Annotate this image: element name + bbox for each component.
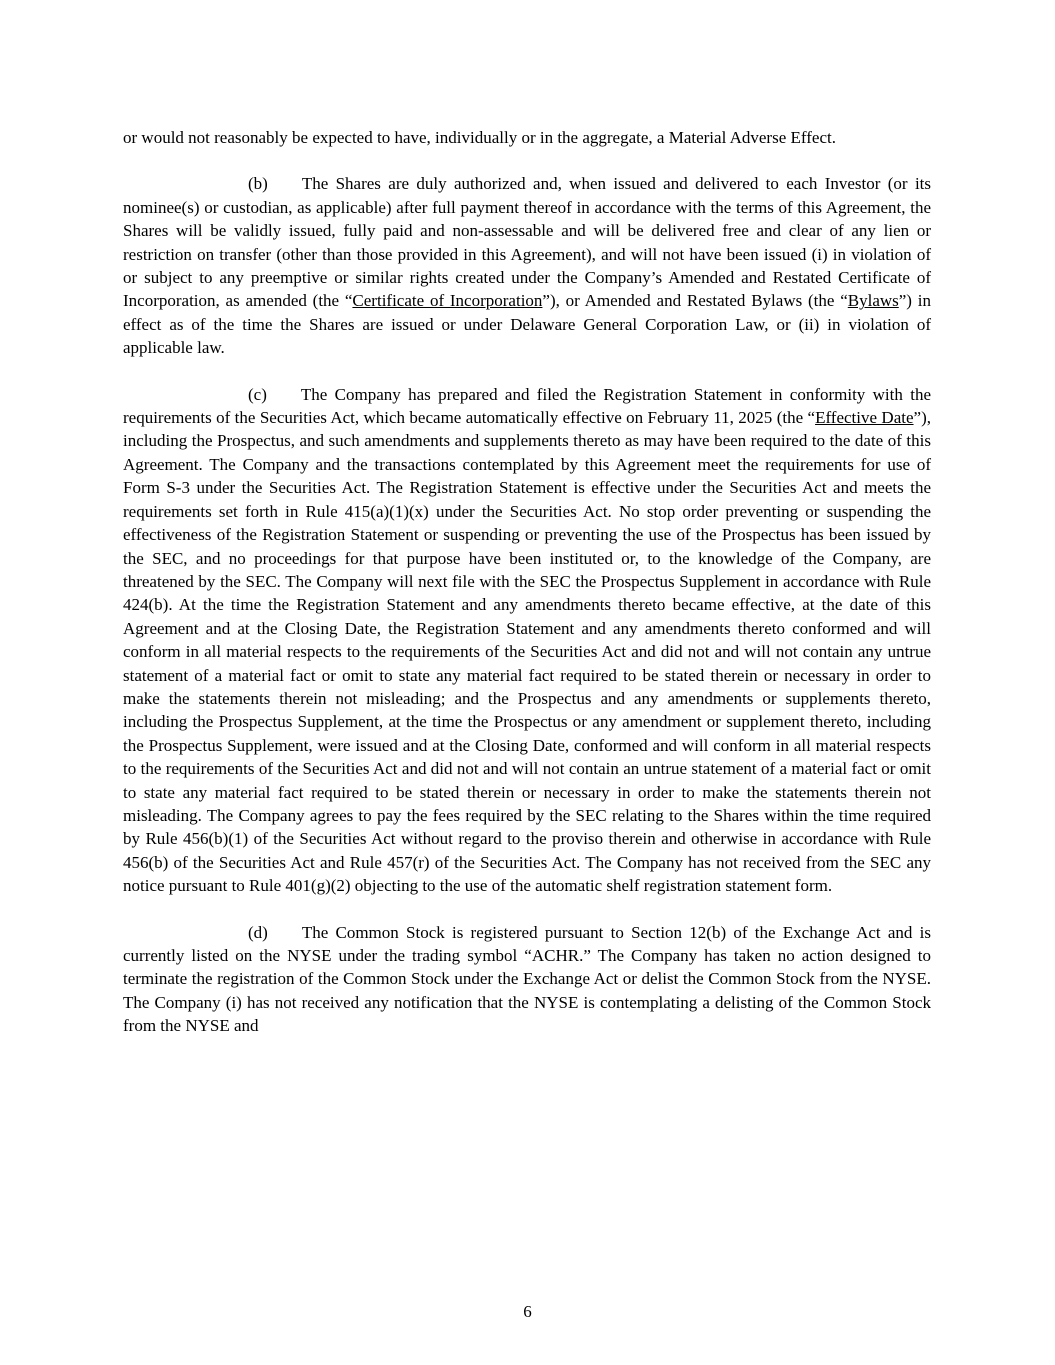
defined-term-bylaws: Bylaws (847, 291, 899, 311)
paragraph-c-label: (c) (248, 384, 267, 404)
paragraph-b-label: (b) (248, 174, 268, 194)
paragraph-b-text-2: ”), or Amended and Restated Bylaws (the “ (542, 291, 848, 311)
paragraph-intro (123, 126, 931, 149)
defined-term-effective-date: Effective Date (815, 408, 914, 428)
paragraph-c-text-1: The Company has prepared and filed the Registration Statement in conformity with the requirements of the Securities Act, which became automatically effective on February 11, 2025 (the “ (123, 384, 931, 428)
paragraph-intro-text: or would not reasonably be expected to have, individually or in the aggregate, a Material Adverse Effect. (123, 128, 836, 147)
paragraph-b-text-3: ”) in effect as of the time the Shares are issued or under Delaware General Corporation Law, or (ii) in violation of applicable law. (123, 291, 931, 358)
paragraph-c-text-2: ”), including the Prospectus, and such amendments and supplements thereto as may have been required to the date of this Agreement. The Company and the transactions contemplated by this Agreement meet the requirements for use of Form S-3 under the Securities Act. The Registration Statement is effective under the Securities Act and meets the requirements set forth in Rule 415(a)(1)(x) under the Securities Act. No stop order preventing or suspending the effectiveness of the Registration Statement or suspending or preventing the use of the Prospectus has been issued by the SEC, and no proceedings for that purpose have been instituted or, to the knowledge of the Company, are threatened by the SEC. The Company will next file with the SEC the Prospectus Supplement in accordance with Rule 424(b). At the time the Registration Statement and any amendments thereto became effective, at the date of this Agreement and at the Closing Date, the Registration Statement and any amendments thereto conformed and will conform in all material respects to the requirements of the Securities Act and did not and will not contain any untrue statement of a material fact or omit to state any material fact required to be stated therein or necessary in order to make the statements therein not misleading; and the Prospectus and any amendments or supplements thereto, including the Prospectus Supplement, at the time the Prospectus or any amendment or supplement thereto, including the Prospectus Supplement, were issued and at the Closing Date, conformed and will conform in all material respects to the requirements of the Securities Act and did not and will not contain an untrue statement of a material fact or omit to state any material fact required to be stated therein or necessary in order to make the statements therein not misleading. The Company agrees to pay the fees required by the SEC relating to the Shares within the time required by Rule 456(b)(1) of the Securities Act without regard to the proviso therein and otherwise in accordance with Rule 456(b) of the Securities Act and Rule 457(r) of the Securities Act. The Company has not received from the SEC any notice pursuant to Rule 401(g)(2) objecting to the use of the automatic shelf registration statement form. (123, 408, 931, 896)
paragraph-c (123, 383, 931, 898)
paragraph-d-label: (d) (248, 922, 268, 942)
defined-term-certificate-of-incorporation: Certificate of Incorporation (352, 291, 543, 311)
paragraph-d (123, 921, 931, 1038)
document-body (123, 126, 931, 1038)
page-number: 6 (523, 1302, 532, 1321)
paragraph-d-text-1: The Common Stock is registered pursuant to Section 12(b) of the Exchange Act and is currently listed on the NYSE under the trading symbol “ACHR.” The Company has taken no action designed to terminate the registration of the Common Stock under the Exchange Act or delist the Common Stock from the NYSE. The Company (i) has not received any notification that the NYSE is contemplating a delisting of the Common Stock from the NYSE and (123, 922, 931, 1036)
paragraph-b-text-1: The Shares are duly authorized and, when issued and delivered to each Investor (or its nominee(s) or custodian, as applicable) after full payment thereof in accordance with the terms of this Agreement, the Shares will be validly issued, fully paid and non-assessable and will be delivered free and clear of any lien or restriction on transfer (other than those provided in this Agreement), and will not have been issued (i) in violation of or subject to any preemptive or similar rights created under the Company’s Amended and Restated Certificate of Incorporation, as amended (the “ (123, 174, 931, 311)
paragraph-b (123, 172, 931, 359)
